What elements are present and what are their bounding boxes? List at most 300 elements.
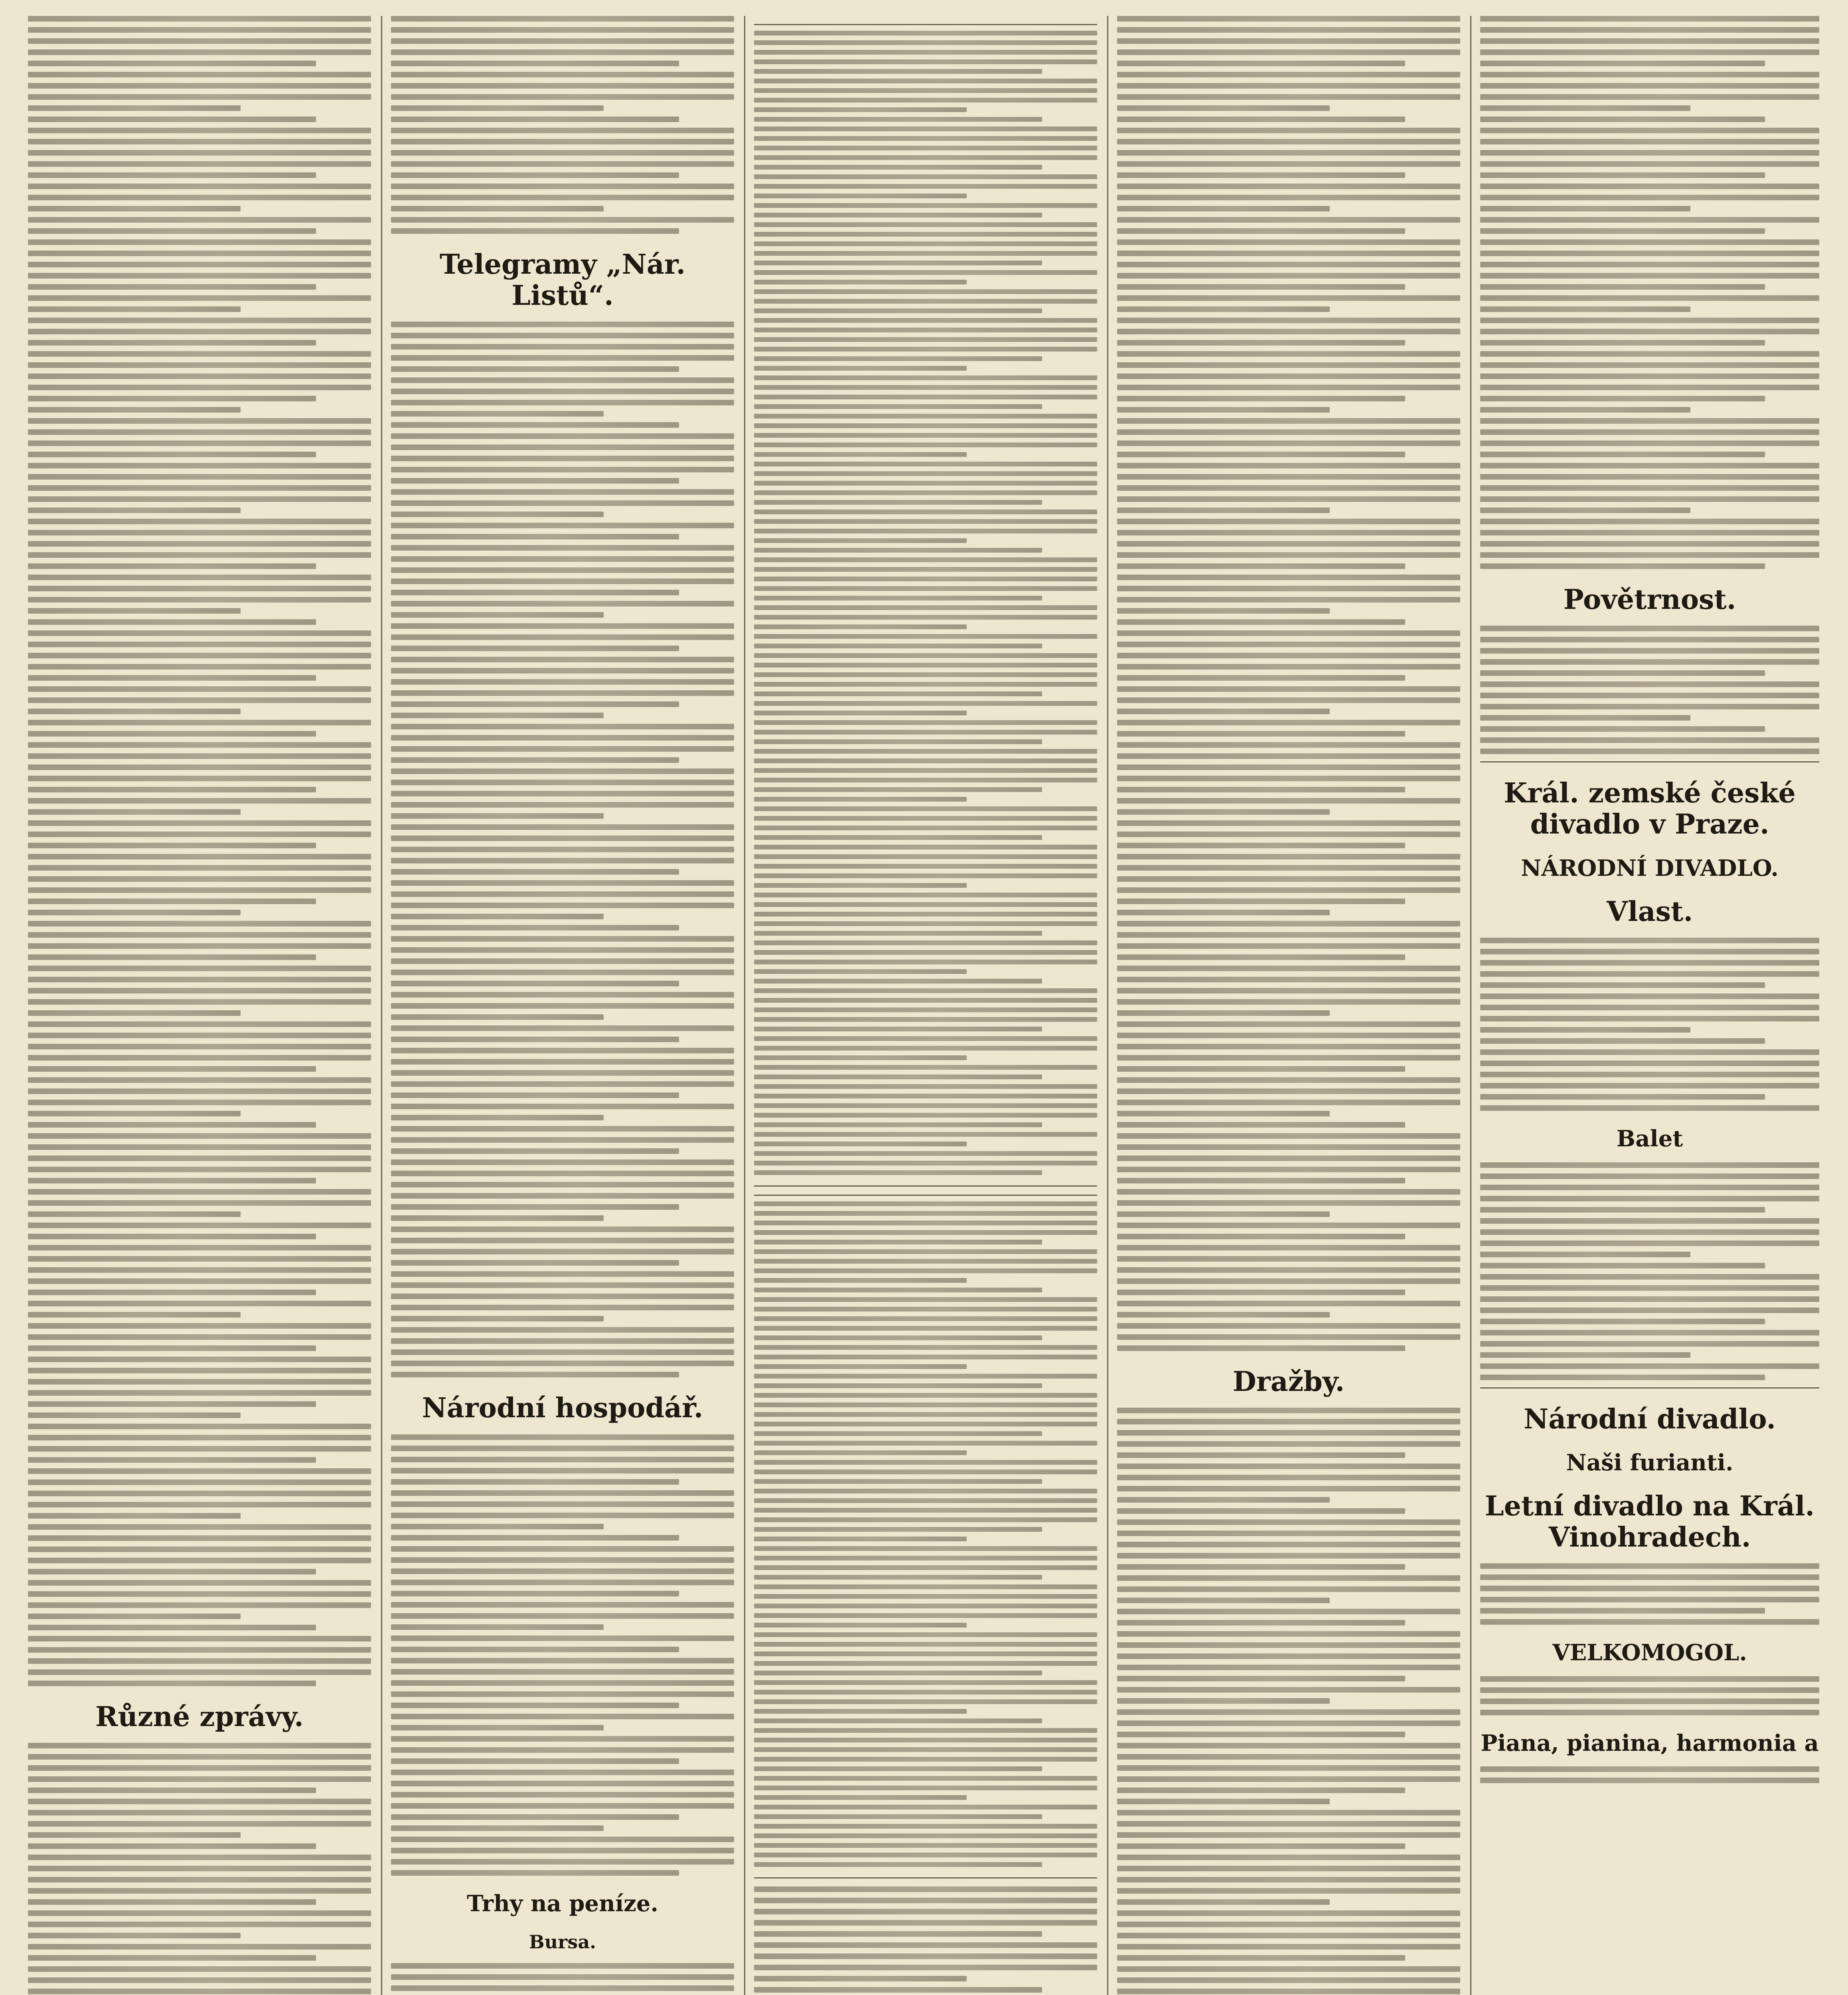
text-line [754, 758, 1097, 763]
text-line [754, 1422, 1097, 1426]
exchange-rates-table-placeholder [754, 24, 1097, 1187]
text-line [28, 1524, 371, 1530]
text-line [391, 500, 734, 506]
text-line [754, 998, 1097, 1003]
text-line [754, 1355, 1097, 1359]
text-line [1117, 1676, 1405, 1681]
text-line [754, 1249, 1097, 1254]
text-line [28, 1558, 371, 1563]
text-line [1117, 731, 1405, 737]
text-line [1480, 637, 1819, 642]
text-line [28, 709, 241, 714]
text-line [1117, 195, 1460, 200]
text-line [754, 1460, 1097, 1465]
text-line [1117, 1010, 1330, 1016]
text-line [1117, 1441, 1460, 1447]
text-line [754, 663, 1097, 668]
text-line [1117, 932, 1460, 938]
text-line [1117, 1732, 1405, 1737]
text-line [754, 960, 1097, 964]
text-line [391, 1434, 734, 1440]
text-line [391, 172, 679, 178]
text-line [1117, 1508, 1405, 1514]
text-line [28, 619, 316, 625]
text-line [1117, 16, 1460, 22]
text-line [754, 1132, 1097, 1137]
text-line [1117, 563, 1405, 569]
text-line [28, 1301, 371, 1306]
text-line [28, 1055, 371, 1061]
text-line [391, 735, 734, 741]
text-line [28, 1345, 316, 1351]
text-line [1480, 648, 1819, 654]
text-line [28, 396, 316, 401]
text-line [28, 586, 371, 591]
text-line [391, 389, 734, 394]
text-line [1480, 1597, 1819, 1602]
text-line [1117, 373, 1460, 379]
text-line [754, 1402, 1097, 1407]
text-line [391, 1624, 604, 1630]
text-line [1480, 1196, 1819, 1201]
text-line [754, 1604, 1097, 1608]
text-line [754, 1709, 967, 1714]
text-line [1117, 1776, 1460, 1782]
text-line [391, 858, 734, 863]
text-line [754, 624, 967, 629]
text-line [391, 1963, 734, 1969]
text-line [1480, 295, 1819, 301]
text-line [754, 1221, 1097, 1225]
text-line [754, 270, 1097, 275]
heading-drazby: Dražby. [1232, 1366, 1345, 1398]
text-line [28, 742, 371, 748]
text-line [1480, 563, 1765, 569]
text-line [391, 1825, 604, 1831]
text-line [28, 452, 316, 457]
text-line [1117, 1475, 1460, 1480]
text-line [754, 749, 1097, 754]
text-line [754, 854, 1097, 859]
text-line [754, 126, 1097, 131]
text-line [391, 1658, 734, 1663]
text-line [28, 1211, 241, 1217]
text-line [754, 969, 967, 974]
text-line [1117, 1542, 1460, 1547]
text-line [754, 902, 1097, 907]
text-line [754, 1479, 1042, 1484]
text-line [1117, 943, 1460, 949]
text-line [391, 1837, 734, 1842]
text-line [28, 1681, 316, 1686]
text-line [1480, 960, 1819, 966]
text-line [28, 731, 316, 737]
text-line [1117, 474, 1460, 480]
text-line [754, 711, 967, 715]
text-line [1117, 552, 1460, 558]
text-line [754, 1747, 1097, 1752]
text-line [391, 1048, 734, 1053]
text-line [754, 280, 967, 284]
column-rule [1470, 16, 1471, 1995]
text-line [28, 1743, 371, 1748]
text-line [754, 931, 1042, 936]
text-line [1480, 1027, 1690, 1033]
text-line [754, 88, 1097, 93]
text-line [754, 893, 1097, 897]
text-line [1117, 575, 1460, 580]
text-line [391, 217, 734, 223]
text-line [1117, 1408, 1460, 1413]
text-line [754, 672, 1097, 677]
text-line [754, 1259, 1097, 1264]
text-line [1480, 1330, 1819, 1335]
text-line [28, 1189, 371, 1195]
text-line [1480, 407, 1690, 413]
text-line [1117, 1301, 1460, 1306]
text-line [1117, 94, 1460, 100]
text-line [1117, 887, 1460, 893]
text-line [391, 757, 679, 763]
text-line [1117, 1877, 1460, 1882]
text-line [754, 1757, 1097, 1762]
text-line [1480, 982, 1765, 988]
column-2 [387, 16, 738, 1995]
text-line [754, 40, 1097, 45]
text-line [28, 16, 371, 22]
text-line [1480, 440, 1819, 446]
text-line [391, 556, 734, 562]
text-line [1480, 1207, 1765, 1213]
text-line [1117, 1419, 1460, 1424]
text-line [1117, 1133, 1460, 1139]
text-line [1480, 1676, 1819, 1682]
text-line [754, 1671, 1042, 1675]
text-line [1117, 1631, 1460, 1637]
text-line [1117, 1531, 1460, 1536]
text-line [28, 49, 371, 55]
text-line [754, 213, 1042, 217]
text-line [391, 1037, 679, 1042]
text-line [1117, 49, 1460, 55]
text-line [28, 910, 241, 915]
text-line [391, 1870, 679, 1876]
text-line [391, 150, 734, 156]
text-line [391, 1613, 734, 1619]
text-line [1480, 938, 1819, 943]
text-line [28, 1899, 316, 1905]
text-line [754, 644, 1042, 648]
text-line [28, 1479, 371, 1485]
text-line [1117, 1709, 1460, 1715]
text-line [391, 646, 679, 651]
body-text-placeholder [28, 16, 371, 1686]
text-line [754, 701, 1097, 706]
text-line [391, 1792, 734, 1797]
text-line [391, 72, 734, 77]
text-line [1480, 273, 1819, 279]
text-line [1117, 128, 1460, 133]
text-line [754, 98, 1097, 103]
text-line [754, 797, 967, 802]
text-line [1480, 1285, 1819, 1291]
text-line [1480, 1218, 1819, 1224]
text-line [28, 485, 371, 491]
text-line [391, 579, 734, 584]
text-line [1117, 832, 1460, 837]
text-line [754, 375, 1097, 380]
column-1 [24, 16, 375, 1995]
text-line [1117, 809, 1330, 815]
text-line [391, 1361, 734, 1366]
text-line [754, 107, 967, 112]
text-line [391, 914, 604, 919]
text-line [391, 679, 734, 685]
text-line [28, 1910, 371, 1916]
text-line [1480, 429, 1819, 435]
text-line [1117, 530, 1460, 535]
body-text-placeholder [1117, 1408, 1460, 1995]
text-line [754, 1584, 1097, 1589]
text-line [1117, 686, 1460, 692]
text-line [391, 1647, 679, 1652]
text-line [391, 601, 734, 606]
text-line [1117, 1653, 1460, 1659]
text-line [28, 1580, 371, 1586]
text-line [391, 377, 734, 383]
column-rule [744, 16, 745, 1995]
text-line [1117, 1553, 1460, 1558]
text-line [1117, 1855, 1460, 1860]
text-line [1480, 228, 1765, 234]
text-line [754, 1316, 1097, 1321]
body-text-placeholder [1480, 1563, 1819, 1625]
text-line [1117, 1223, 1460, 1228]
text-line [28, 720, 371, 725]
text-line [1117, 1966, 1460, 1972]
text-line [391, 1282, 734, 1288]
text-line [754, 1240, 1042, 1244]
text-line [391, 195, 734, 200]
text-line [28, 1044, 371, 1049]
text-line [28, 541, 371, 547]
text-line [1480, 726, 1765, 732]
text-line [754, 873, 1097, 878]
text-line [391, 1115, 604, 1120]
text-line [391, 1014, 604, 1020]
text-line [391, 1171, 734, 1176]
text-line [28, 999, 371, 1005]
text-line [1480, 16, 1819, 22]
text-line [391, 1182, 734, 1187]
text-line [754, 318, 1097, 323]
text-line [1480, 396, 1765, 401]
text-line [28, 1323, 371, 1329]
text-line [1117, 1267, 1460, 1273]
text-line [391, 478, 679, 484]
text-line [754, 1954, 1097, 1959]
text-line [391, 1714, 734, 1719]
text-line [754, 1898, 1097, 1903]
text-line [754, 452, 967, 457]
text-line [1480, 474, 1819, 480]
text-line [28, 105, 241, 111]
text-line [28, 608, 241, 614]
body-text-placeholder [28, 1743, 371, 1995]
text-line [754, 1364, 967, 1369]
text-line [754, 1046, 1097, 1051]
text-line [28, 865, 371, 871]
text-line [754, 1201, 1097, 1206]
text-line [391, 184, 734, 189]
text-line [1117, 1021, 1460, 1027]
text-line [754, 1537, 967, 1541]
text-line [28, 1033, 371, 1038]
text-line [1480, 206, 1690, 211]
text-line [1480, 1240, 1819, 1246]
text-line [28, 1636, 371, 1641]
text-line [754, 423, 1097, 428]
text-line [1117, 161, 1460, 167]
text-line [1480, 105, 1690, 111]
text-line [1480, 117, 1765, 122]
text-line [754, 442, 1097, 447]
text-line [1480, 38, 1819, 44]
text-line [754, 864, 1097, 869]
text-line [1117, 284, 1405, 290]
exchange-rates-table-placeholder [754, 1195, 1097, 1878]
text-line [1117, 921, 1460, 926]
text-line [391, 1193, 734, 1199]
text-line [1480, 27, 1819, 33]
text-line [391, 1490, 734, 1496]
text-line [754, 835, 1042, 840]
text-line [391, 903, 734, 908]
text-line [28, 38, 371, 44]
text-line [1117, 1788, 1405, 1793]
text-line [28, 809, 241, 815]
text-line [754, 1843, 1097, 1848]
body-text-placeholder [1480, 1766, 1819, 1783]
text-line [754, 634, 1097, 639]
text-line [28, 820, 371, 826]
text-line [28, 1855, 371, 1860]
text-line [28, 776, 371, 781]
text-line [391, 512, 604, 517]
text-line [1117, 820, 1460, 826]
text-line [1117, 117, 1405, 122]
text-line [391, 206, 604, 211]
text-line [391, 117, 679, 122]
text-line [754, 596, 1042, 600]
text-line [1480, 552, 1819, 558]
text-line [28, 273, 371, 279]
text-line [28, 295, 371, 301]
text-line [391, 545, 734, 551]
text-line [391, 936, 734, 942]
text-line [391, 1305, 734, 1310]
text-line [1117, 508, 1330, 513]
text-line [754, 1805, 1097, 1809]
text-line [28, 1144, 371, 1150]
text-line [28, 1658, 371, 1664]
text-line [1480, 1274, 1819, 1280]
text-line [28, 764, 371, 770]
text-line [754, 1661, 1097, 1666]
text-line [28, 239, 371, 245]
text-line [754, 1766, 1042, 1771]
text-line [754, 845, 1097, 849]
text-line [1117, 1345, 1405, 1351]
text-line [1117, 742, 1460, 748]
text-line [391, 1372, 679, 1377]
text-line [1480, 693, 1819, 698]
text-line [1480, 284, 1765, 290]
text-line [1480, 61, 1765, 66]
text-line [754, 1103, 1097, 1108]
heading-povetrnost: Povětrnost. [1563, 584, 1736, 616]
text-line [1117, 541, 1460, 547]
text-line [754, 328, 1097, 332]
text-line [1480, 1229, 1819, 1235]
text-line [1117, 1323, 1460, 1329]
text-line [28, 675, 316, 681]
text-line [754, 241, 1097, 246]
text-line [1480, 541, 1819, 547]
text-line [1117, 1234, 1405, 1239]
text-line [28, 474, 371, 480]
text-line [28, 943, 371, 949]
text-line [1117, 1111, 1330, 1116]
text-line [391, 1227, 734, 1232]
heading-narodni-divadlo: NÁRODNÍ DIVADLO. [1521, 855, 1779, 881]
text-line [391, 1568, 734, 1574]
text-line [754, 414, 1097, 419]
text-line [28, 977, 371, 982]
text-line [754, 691, 1042, 696]
text-line [28, 1821, 371, 1827]
text-line [28, 1223, 371, 1228]
column-rule [381, 16, 382, 1995]
text-line [28, 1066, 316, 1072]
text-line [754, 481, 1097, 486]
heading-narodni-hospodar: Národní hospodář. [422, 1392, 703, 1424]
text-line [754, 1441, 1097, 1446]
text-line [28, 385, 371, 390]
text-line [1117, 798, 1460, 804]
text-line [391, 1758, 679, 1764]
text-line [1117, 787, 1405, 792]
column-3 [750, 16, 1101, 1995]
text-line [1480, 1319, 1765, 1324]
text-line [1117, 1430, 1460, 1436]
text-line [1117, 1598, 1330, 1603]
text-line [28, 1178, 316, 1183]
text-line [28, 1977, 371, 1983]
text-line [1480, 1375, 1765, 1380]
text-line [1480, 1563, 1819, 1569]
text-line [754, 1489, 1097, 1493]
text-line [754, 529, 1097, 533]
divider [1480, 761, 1819, 762]
text-line [1480, 519, 1819, 524]
text-line [754, 59, 1097, 64]
text-line [754, 979, 1042, 984]
text-line [28, 1457, 316, 1463]
text-line [754, 146, 1097, 150]
text-line [1117, 1586, 1460, 1592]
text-line [391, 1294, 734, 1299]
